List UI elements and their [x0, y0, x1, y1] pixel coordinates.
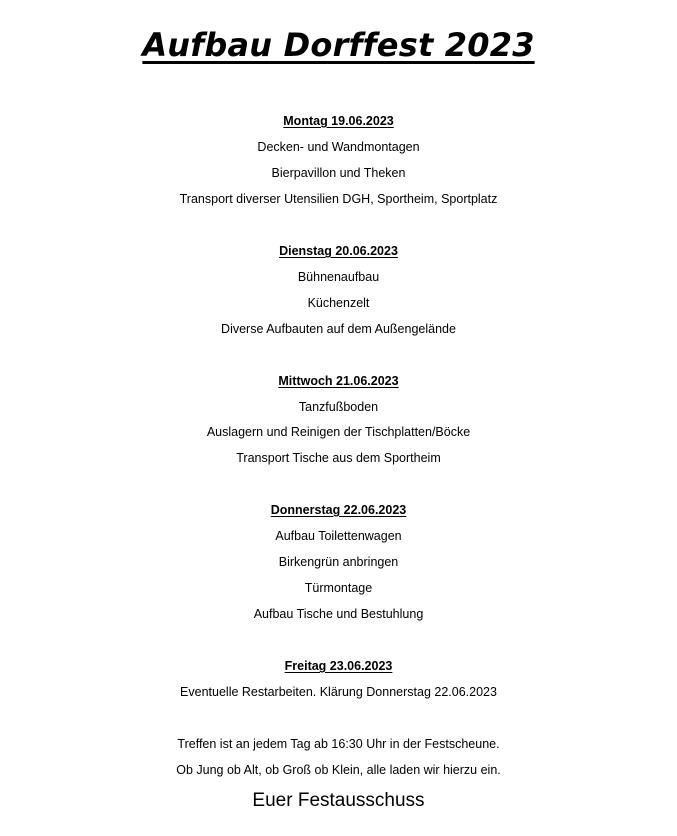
signature: Euer Festausschuss: [252, 790, 425, 811]
document-title: [0, 26, 677, 64]
day-heading-tuesday: [0, 243, 677, 259]
day-heading-wednesday: [0, 373, 677, 389]
day-heading-monday: [0, 113, 677, 129]
task-item: Tanzfußboden: [298, 400, 379, 414]
day-heading-text: Montag 19.06.2023: [283, 114, 394, 128]
day-heading-thursday: [0, 502, 677, 518]
task-item: Bierpavillon und Theken: [271, 166, 406, 180]
invitation-text: Ob Jung ob Alt, ob Groß ob Klein, alle laden wir hierzu ein.: [176, 763, 501, 777]
task-item: Transport Tische aus dem Sportheim: [236, 451, 441, 465]
day-heading-text: Mittwoch 21.06.2023: [278, 374, 399, 388]
task-item: Diverse Aufbauten auf dem Außengelände: [221, 322, 456, 336]
task-item: Aufbau Toilettenwagen: [275, 529, 402, 543]
meeting-info: Treffen ist an jedem Tag ab 16:30 Uhr in der Festscheune.: [177, 737, 500, 751]
day-heading-text: Freitag 23.06.2023: [284, 659, 393, 673]
task-item: Decken- und Wandmontagen: [257, 140, 420, 154]
task-item: Küchenzelt: [307, 296, 370, 310]
day-heading-friday: [0, 658, 677, 674]
task-item: Transport diverser Utensilien DGH, Sportheim, Sportplatz: [179, 192, 498, 206]
task-item: Birkengrün anbringen: [278, 555, 399, 569]
day-heading-text: Donnerstag 22.06.2023: [270, 503, 407, 517]
task-item: Eventuelle Restarbeiten. Klärung Donnerstag 22.06.2023: [180, 685, 497, 699]
task-item: Auslagern und Reinigen der Tischplatten/Böcke: [206, 425, 471, 439]
task-item: Bühnenaufbau: [297, 270, 380, 284]
day-heading-text: Dienstag 20.06.2023: [279, 244, 398, 258]
task-item: Aufbau Tische und Bestuhlung: [253, 607, 424, 621]
task-item: Türmontage: [304, 581, 373, 595]
document-title-text: Aufbau Dorffest 2023: [142, 26, 535, 64]
